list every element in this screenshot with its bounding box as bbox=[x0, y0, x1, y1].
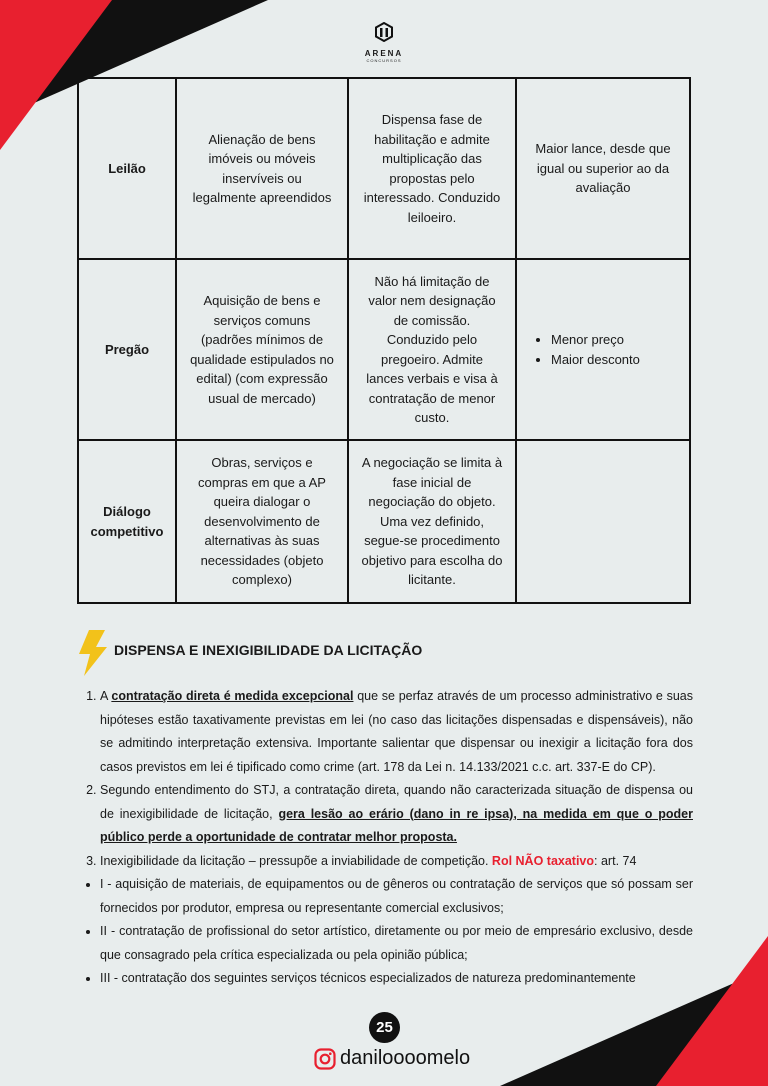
table-row bbox=[78, 440, 690, 603]
body-text bbox=[78, 685, 693, 991]
brand-name: ARENA bbox=[364, 49, 404, 58]
red-emphasis: Rol NÃO taxativo bbox=[491, 853, 595, 868]
row-object: Aquisição de bens e serviços comuns (padrões mínimos de qualidade estipulados no edital) (com expressão usual de mercado) bbox=[176, 259, 348, 440]
row-criteria: Maior lance, desde que igual ou superior ao da avaliação bbox=[516, 78, 690, 259]
list-item: • II - contratação de profissional do setor artístico, diretamente ou por meio de empresário exclusivo, desde que consagrado pela crítica especializada ou pela opinião pública; bbox=[100, 920, 693, 967]
row-name: Diálogo competitivo bbox=[78, 440, 176, 603]
list-item: 1. A contratação direta é medida excepcional que se perfaz através de um processo administrativo e suas hipóteses estão taxativamente previstas em lei (no caso das licitações dispensadas e dispensáveis), não se admitindo interpretação extensiva. Importante salientar que dispensar ou inexigir a licitação fora dos casos previstos em lei é tipificado como crime (art. 178 da Lei n. 14.133/2021 c.c. art. 337-E do CP). bbox=[100, 685, 693, 779]
instagram-icon bbox=[314, 1048, 336, 1070]
list-item: • I - aquisição de materiais, de equipamentos ou de gêneros ou contratação de serviços que só possam ser fornecidos por produtor, empresa ou representante comercial exclusivos; bbox=[100, 873, 693, 920]
list-item: • Menor preço bbox=[551, 330, 677, 350]
row-criteria bbox=[516, 259, 690, 440]
list-item: 2. Segundo entendimento do STJ, a contratação direta, quando não caracterizada situação de dispensa ou de inexigibilidade de licitação, gera lesão ao erário (dano in re ipsa), na medida em que o poder público perde a oportunidade de contratar melhor proposta. bbox=[100, 779, 693, 850]
criteria-list bbox=[529, 330, 677, 369]
page-number: 25 bbox=[369, 1012, 400, 1043]
row-notes: Dispensa fase de habilitação e admite multiplicação das propostas pelo interessado. Conduzido leiloeiro. bbox=[348, 78, 516, 259]
brand-logo bbox=[355, 22, 413, 63]
row-criteria bbox=[516, 440, 690, 603]
list-item: • Maior desconto bbox=[551, 350, 677, 370]
list-item: 3. Inexigibilidade da licitação – pressupõe a inviabilidade de competição. Rol NÃO taxativo: art. 74 bbox=[100, 850, 693, 874]
row-name: Leilão bbox=[78, 78, 176, 259]
brand-sub: CONCURSOS bbox=[366, 58, 402, 63]
emphasis: gera lesão ao erário (dano in re ipsa), na medida em que o poder público perde a oportunidade de contratar melhor proposta. bbox=[100, 806, 693, 844]
section-title: DISPENSA E INEXIGIBILIDADE DA LICITAÇÃO bbox=[114, 642, 423, 658]
row-object: Obras, serviços e compras em que a AP queira dialogar o desenvolvimento de alternativas às suas necessidades (objeto complexo) bbox=[176, 440, 348, 603]
instagram-handle-text: daniloooomelo bbox=[340, 1047, 471, 1069]
row-notes: A negociação se limita à fase inicial de negociação do objeto. Uma vez definido, segue-se procedimento objetivo para escolha do licitante. bbox=[348, 440, 516, 603]
list-item: • III - contratação dos seguintes serviços técnicos especializados de natureza predominantemente bbox=[100, 967, 693, 991]
row-object: Alienação de bens imóveis ou móveis inservíveis ou legalmente apreendidos bbox=[176, 78, 348, 259]
arena-logo-icon bbox=[374, 22, 394, 42]
table-row bbox=[78, 78, 690, 259]
instagram-handle[interactable] bbox=[314, 1047, 470, 1070]
emphasis: contratação direta é medida excepcional bbox=[111, 689, 354, 703]
row-notes: Não há limitação de valor nem designação de comissão. Conduzido pelo pregoeiro. Admite lances verbais e visa à contratação de menor custo. bbox=[348, 259, 516, 440]
modalities-table bbox=[77, 77, 691, 604]
table-row bbox=[78, 259, 690, 440]
row-name: Pregão bbox=[78, 259, 176, 440]
numbered-list bbox=[78, 685, 693, 873]
lightning-bolt-icon bbox=[78, 630, 108, 676]
bullet-list bbox=[78, 873, 693, 991]
